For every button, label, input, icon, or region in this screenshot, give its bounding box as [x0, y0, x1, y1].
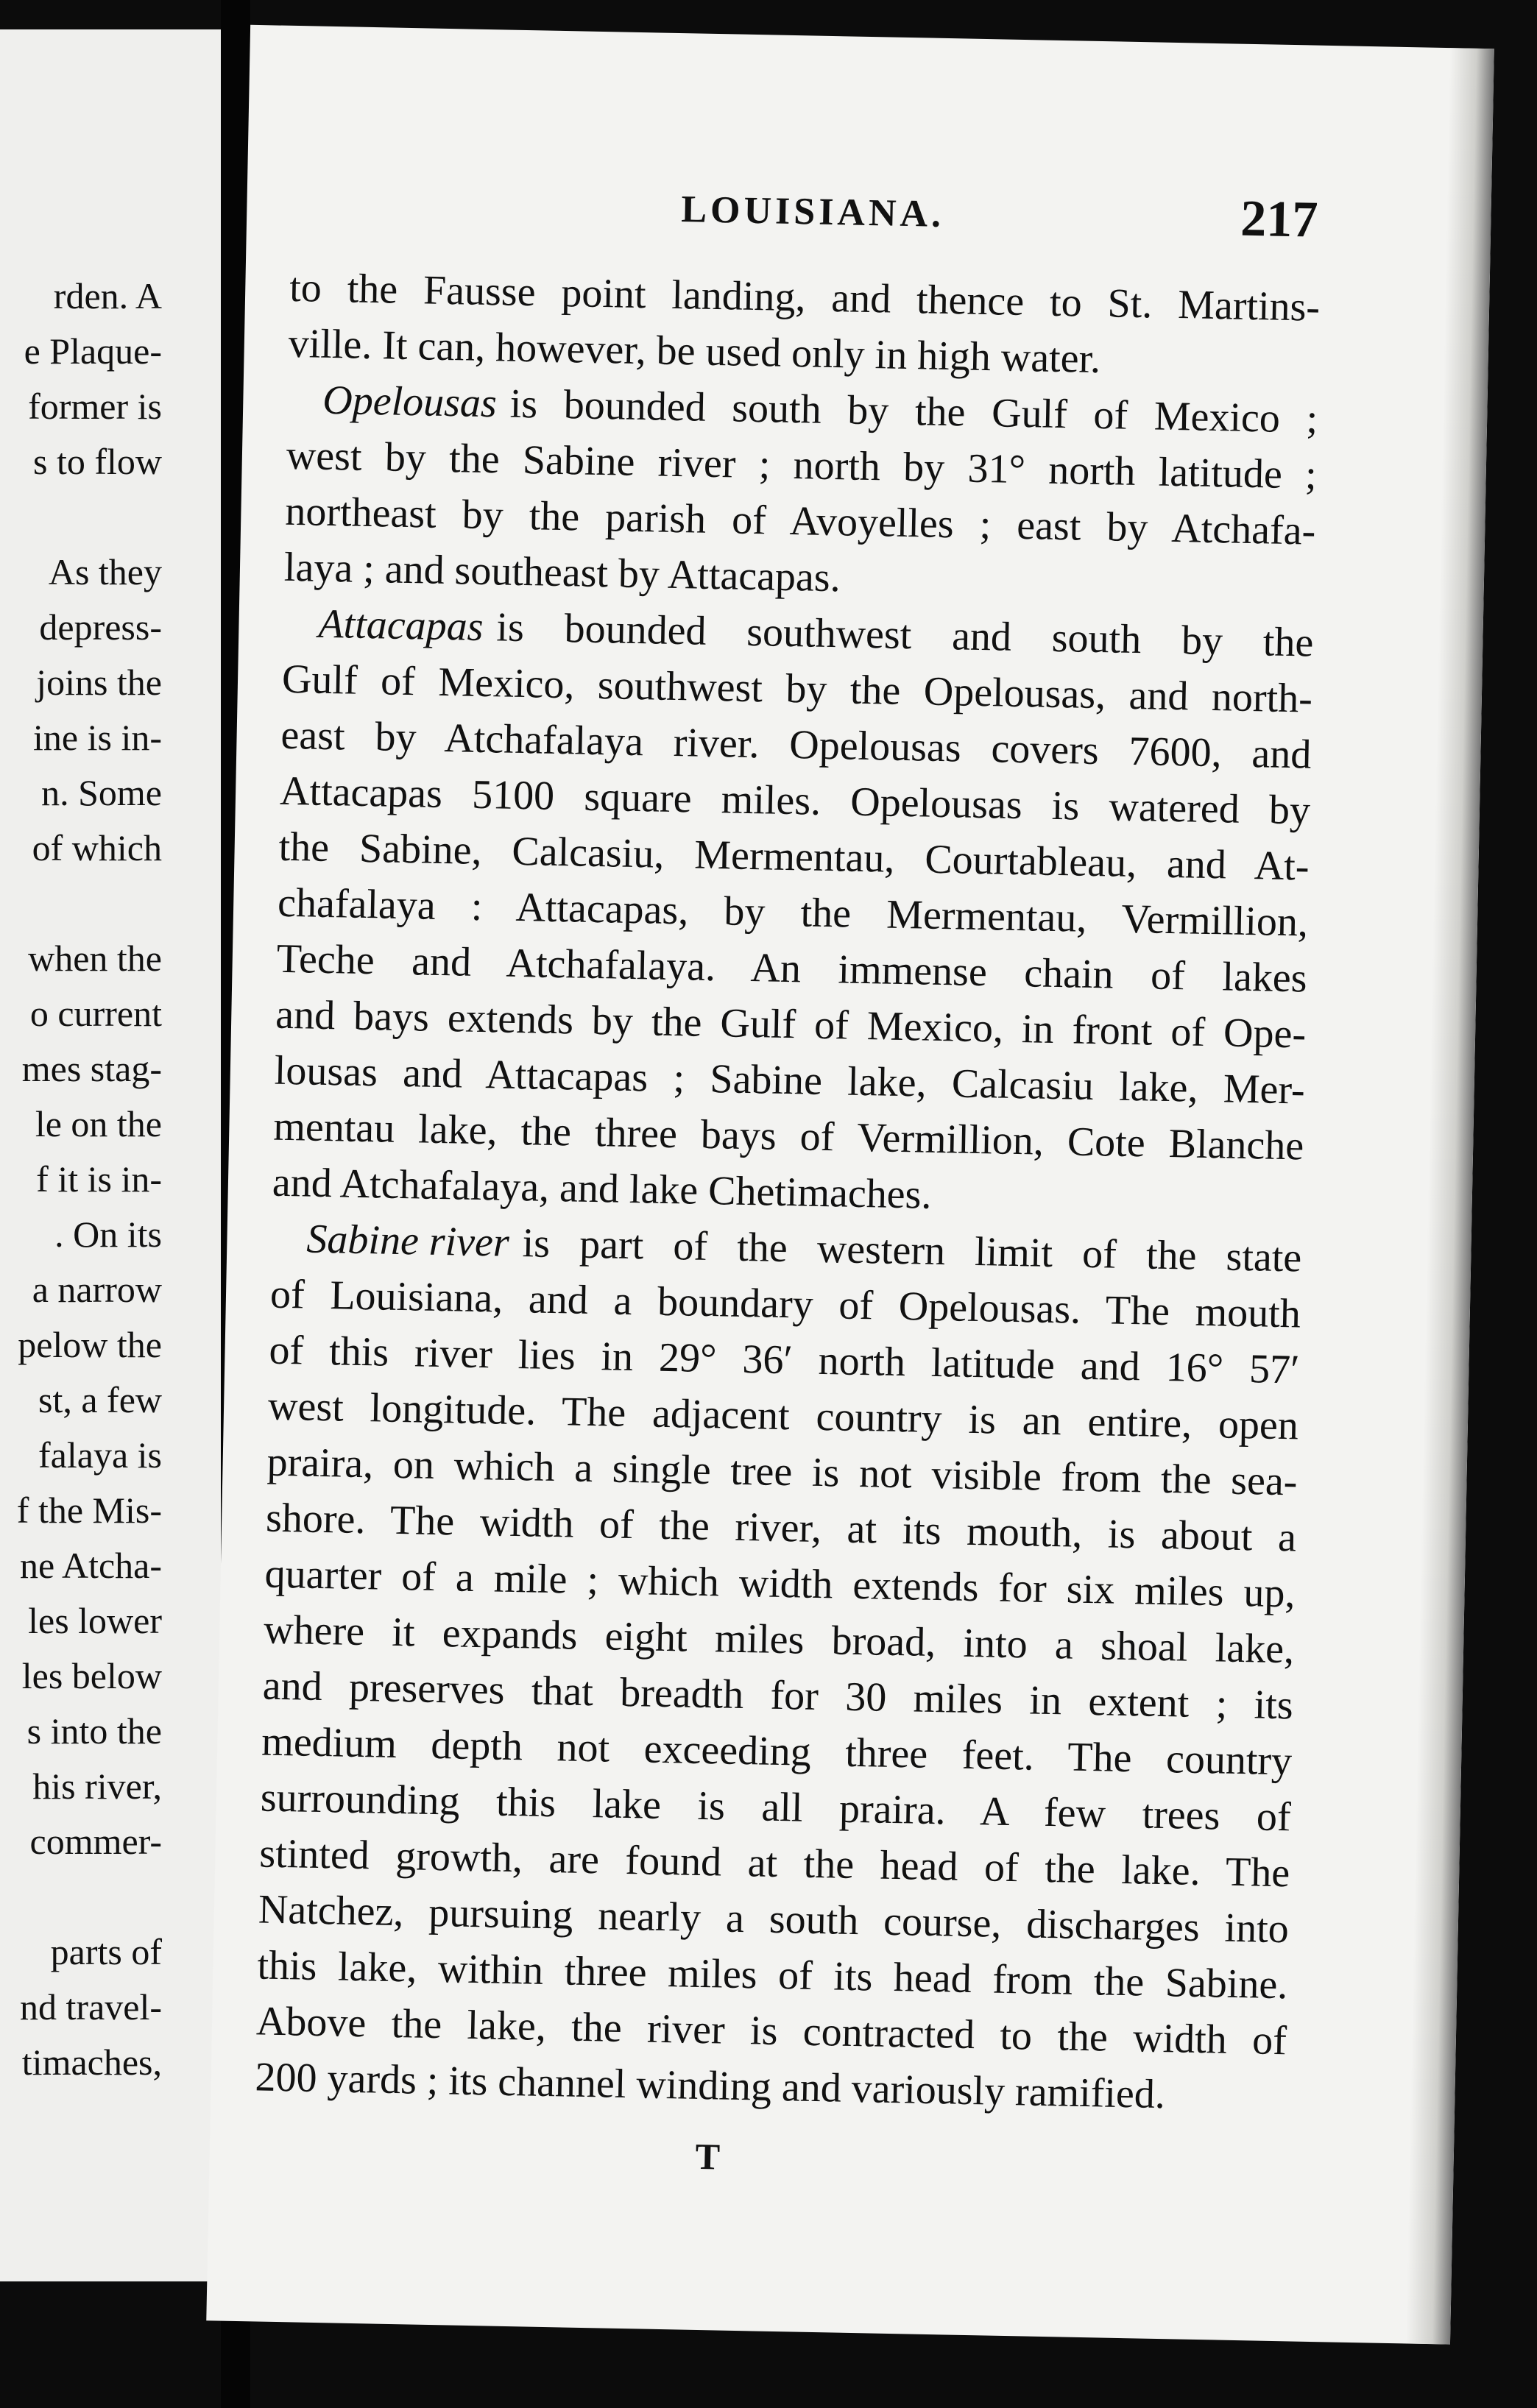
text-line: surrounding this lake is all praira. A few trees of [260, 1774, 1292, 1841]
text-line: Attacapas 5100 square miles. Opelousas is watered by [279, 768, 1311, 834]
left-page-line: o current [29, 993, 162, 1034]
page-edge-shadow [1406, 48, 1494, 2345]
left-page-line: when the [28, 938, 162, 979]
right-page [206, 25, 1494, 2345]
text-line: northeast by the parish of Avoyelles ; east by Atchafa- [284, 488, 1316, 554]
left-page-line: e Plaque- [24, 330, 162, 372]
left-page-line: ine is in- [33, 717, 162, 758]
text-line: Natchez, pursuing nearly a south course, discharges into [258, 1886, 1290, 1952]
text-line: 200 yards ; its channel winding and variously ramified. [255, 2054, 1166, 2118]
left-page-line: s into the [26, 1710, 162, 1752]
left-page-line: former is [28, 386, 162, 427]
left-page-line: les lower [28, 1600, 162, 1641]
left-page-line: parts of [50, 1931, 162, 1972]
text-line: west by the Sabine river ; north by 31° north latitude ; [286, 432, 1318, 498]
paragraph-first-line-text: is bounded southwest and south by the [495, 604, 1314, 666]
text-line: west longitude. The adjacent country is an entire, open [267, 1383, 1299, 1449]
paragraph-lead-term: Attacapas [317, 601, 484, 650]
paragraph-lead-term: Sabine river [305, 1216, 510, 1266]
left-page-line: his river, [32, 1766, 162, 1807]
running-head [247, 180, 1491, 262]
body-text [255, 260, 1321, 2125]
text-line: quarter of a mile ; which width extends for six miles up, [264, 1551, 1296, 1617]
left-page-line: joins the [36, 662, 162, 703]
text-line: medium depth not exceeding three feet. The country [261, 1718, 1293, 1785]
left-page-line: n. Some [41, 772, 162, 813]
left-page-line: pelow the [18, 1324, 162, 1365]
text-line: laya ; and southeast by Attacapas. [283, 544, 841, 601]
left-page-line: falaya is [38, 1434, 162, 1476]
text-line: of this river lies in 29° 36′ north latitude and 16° 57′ [268, 1327, 1300, 1393]
left-page-line: commer- [29, 1821, 162, 1862]
left-page-line: s to flow [33, 441, 162, 482]
left-page-line: rden. A [53, 275, 162, 316]
text-line: mentau lake, the three bays of Vermillion, Cote Blanche [272, 1103, 1304, 1169]
signature-mark: T [695, 2135, 721, 2178]
text-line: of Louisiana, and a boundary of Opelousas. The mouth [269, 1271, 1301, 1337]
text-line: and Atchafalaya, and lake Chetimaches. [272, 1159, 933, 1218]
left-page-line: mes stag- [21, 1048, 162, 1089]
text-line: Teche and Atchafalaya. An immense chain of lakes [276, 935, 1308, 1002]
text-line: Above the lake, the river is contracted to the width of [255, 1998, 1287, 2064]
left-page-line: a narrow [32, 1269, 162, 1310]
left-page-line: depress- [39, 606, 162, 648]
text-line: praira, on which a single tree is not visible from the sea- [266, 1439, 1298, 1505]
text-line: ville. It can, however, be used only in high water. [288, 320, 1101, 383]
text-line: this lake, within three miles of its head from the Sabine. [256, 1942, 1288, 2008]
left-page-line: As they [48, 551, 162, 592]
left-page-line: timaches, [21, 2042, 162, 2083]
text-line: and bays extends by the Gulf of Mexico, in front of Ope- [275, 991, 1307, 1058]
left-page-line: le on the [35, 1103, 162, 1144]
left-page-line: st, a few [38, 1379, 162, 1420]
left-page-line: f it is in- [36, 1158, 162, 1200]
left-page-line: les below [21, 1655, 162, 1696]
left-page-line: . On its [54, 1214, 162, 1255]
left-page-fragment [0, 29, 221, 2281]
left-page-line: ne Atcha- [20, 1545, 162, 1586]
text-line: chafalaya : Attacapas, by the Mermentau, Vermillion, [277, 879, 1309, 946]
text-line: east by Atchafalaya river. Opelousas covers 7600, and [280, 712, 1312, 778]
text-line: the Sabine, Calcasiu, Mermentau, Courtableau, and At- [278, 824, 1310, 890]
text-line: and preserves that breadth for 30 miles in extent ; its [262, 1662, 1294, 1729]
text-line: lousas and Attacapas ; Sabine lake, Calcasiu lake, Mer- [274, 1047, 1306, 1113]
left-page-line: of which [32, 827, 162, 868]
text-line: where it expands eight miles broad, into a shoal lake, [263, 1607, 1295, 1673]
left-page-line: nd travel- [20, 1986, 162, 2028]
paragraph-lead-term: Opelousas [322, 377, 498, 427]
text-line: shore. The width of the river, at its mouth, is about a [265, 1495, 1297, 1561]
text-line: Gulf of Mexico, southwest by the Opelousas, and north- [281, 656, 1313, 722]
page-number: 217 [1240, 190, 1319, 249]
text-line: stinted growth, are found at the head of the lake. The [258, 1830, 1290, 1897]
running-head-title: LOUISIANA. [680, 188, 945, 236]
paragraph-first-line-text: is part of the western limit of the state [522, 1220, 1302, 1281]
paragraph-first-line-text: to the Fausse point landing, and thence to St. Martins- [289, 264, 1321, 330]
paragraph-first-line-text: is bounded south by the Gulf of Mexico ; [509, 380, 1318, 442]
left-page-line: f the Mis- [16, 1490, 162, 1531]
